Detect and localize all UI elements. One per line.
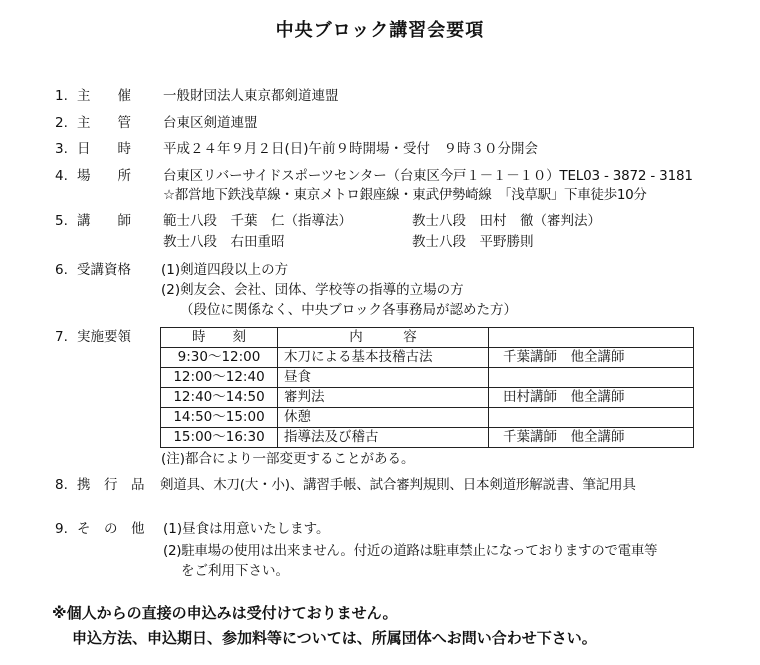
item-number: 1. (55, 88, 68, 104)
table-row (161, 408, 694, 428)
cell-content: 木刀による基本技稽古法 (278, 348, 489, 368)
eligibility-2: (2)剣友会、会社、団体、学校等の指導的立場の方 (161, 282, 464, 298)
schedule-note: (注)都合により一部変更することがある。 (161, 451, 415, 467)
item-label: 主 催 (77, 88, 131, 104)
header-content: 内 容 (278, 328, 489, 348)
item-value: 平成２４年９月２日(日)午前９時開場・受付 ９時３０分開会 (163, 141, 539, 157)
item-label: 講 師 (77, 213, 131, 229)
eligibility-3: （段位に関係なく、中央ブロック各事務局が認めた方） (180, 302, 517, 318)
schedule-table (160, 327, 694, 448)
lecturer-1: 範士八段 千葉 仁（指導法） (163, 213, 352, 229)
table-row (161, 428, 694, 448)
cell-content: 指導法及び稽古 (278, 428, 489, 448)
item-value: 一般財団法人東京都剣道連盟 (163, 88, 339, 104)
eligibility-1: (1)剣道四段以上の方 (161, 262, 289, 278)
item-value: 台東区剣道連盟 (163, 115, 258, 131)
item-label: 場 所 (77, 168, 131, 184)
cell-time: 15:00～16:30 (161, 428, 278, 448)
item-label: そ の 他 (77, 521, 145, 537)
cell-lecturer: 千葉講師 他全講師 (489, 428, 694, 448)
other-2: (2)駐車場の使用は出来ません。付近の道路は駐車禁止になっておりますので電車等 (163, 543, 658, 559)
item-label: 日 時 (77, 141, 131, 157)
other-1: (1)昼食は用意いたします。 (163, 521, 330, 537)
item-number: 6. (55, 262, 68, 278)
lecturer-2: 教士八段 田村 徹（審判法） (412, 213, 601, 229)
header-lecturer (489, 328, 694, 348)
table-row (161, 388, 694, 408)
header-time: 時 刻 (161, 328, 278, 348)
table-row (161, 368, 694, 388)
cell-content: 昼食 (278, 368, 489, 388)
table-row (161, 348, 694, 368)
cell-time: 14:50～15:00 (161, 408, 278, 428)
cell-lecturer: 田村講師 他全講師 (489, 388, 694, 408)
page-title: 中央ブロック講習会要項 (275, 20, 485, 41)
cell-lecturer (489, 368, 694, 388)
lecturer-3: 教士八段 右田重昭 (163, 234, 285, 250)
cell-time: 9:30～12:00 (161, 348, 278, 368)
venue-access: ☆都営地下鉄浅草線・東京メトロ銀座線・東武伊勢崎線 「浅草駅」下車徒歩10分 (163, 187, 647, 203)
item-label: 携 行 品 (77, 477, 145, 493)
item-number: 8. (55, 477, 68, 493)
item-number: 2. (55, 115, 68, 131)
venue-address: 台東区リバーサイドスポーツセンター（台東区今戸１－１－１０）TEL03 - 3872 - 3181 (163, 168, 693, 184)
item-number: 5. (55, 213, 68, 229)
cell-lecturer (489, 408, 694, 428)
cell-content: 審判法 (278, 388, 489, 408)
other-3: をご利用下さい。 (181, 563, 289, 579)
item-label: 実施要領 (77, 329, 131, 345)
cell-content: 休憩 (278, 408, 489, 428)
item-number: 9. (55, 521, 68, 537)
footer-notice: ※個人からの直接の申込みは受付けておりません。 (52, 604, 398, 622)
item-label: 受講資格 (77, 262, 131, 278)
footer-instructions: 申込方法、申込期日、参加料等については、所属団体へお問い合わせ下さい。 (72, 629, 597, 647)
cell-time: 12:40～14:50 (161, 388, 278, 408)
item-label: 主 管 (77, 115, 131, 131)
cell-lecturer: 千葉講師 他全講師 (489, 348, 694, 368)
item-number: 4. (55, 168, 68, 184)
lecturer-4: 教士八段 平野勝則 (412, 234, 534, 250)
item-number: 7. (55, 329, 68, 345)
item-value: 剣道具、木刀(大・小)、講習手帳、試合審判規則、日本剣道形解説書、筆記用具 (160, 477, 636, 493)
item-number: 3. (55, 141, 68, 157)
table-header-row (161, 328, 694, 348)
cell-time: 12:00～12:40 (161, 368, 278, 388)
